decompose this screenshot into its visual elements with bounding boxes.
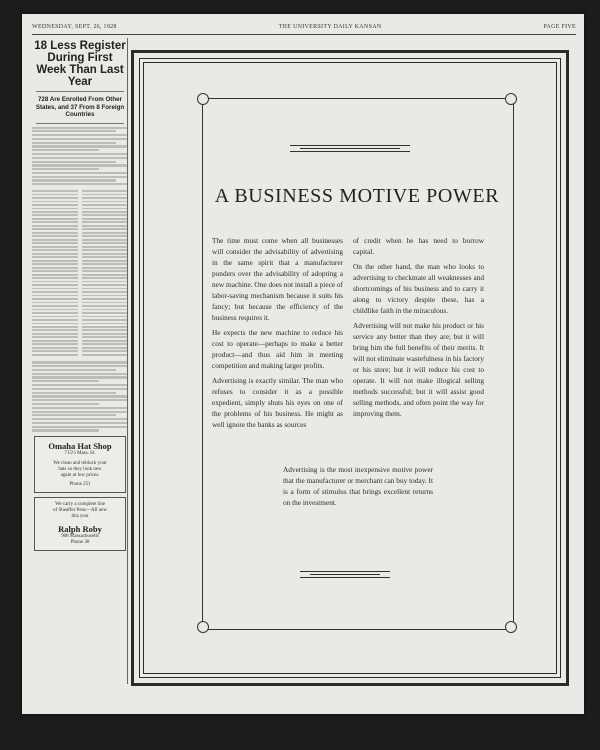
masthead-page: PAGE FIVE	[543, 24, 576, 30]
masthead	[32, 20, 576, 35]
ad-paragraph: The time must come when all businesses will consider the advisability of advertising in the same spirit that a manufacturer ponders over the advisability of adopting a new machine. One does not install a piece of labor-saving mechanism because it suits his fancy; but because the efficiency of the business requires it.	[212, 236, 343, 322]
ad-paragraph: On the other hand, the man who looks to advertising to checkmate all weaknesses and shortcomings of his business and to carry it along to victory despite these, has a childlike faith in the miraculous.	[353, 262, 484, 315]
news-body-text	[32, 361, 128, 431]
omaha-hat-shop-ad	[34, 436, 126, 493]
corner-ornament	[197, 93, 209, 105]
ad-paragraph: Advertising will not make his product or his service any better than they are; but it will bring him the full benefits of their merits. It will not eliminate wastefulness in his factory or his store; but it will reduce his cost to operate. It will not make illogical selling methods successful; but it will assist good selling methods, and often point the way for improving them.	[353, 321, 484, 418]
hat-shop-phone: Phone 251	[69, 481, 91, 487]
roby-line: of Sheaffer Pens—All new	[53, 507, 107, 513]
ad-left-column	[212, 235, 343, 434]
hat-shop-name: Omaha Hat Shop	[48, 440, 112, 451]
ad-paragraph: He expects the new machine to reduce his cost to operate—perhaps to make a better product—and thus aid him in meeting competition and making larger profits.	[212, 328, 343, 370]
roby-name: Ralph Roby	[58, 523, 102, 534]
news-subhead: 728 Are Enrolled From Other States, and 37 From 8 Foreign Countries	[35, 96, 125, 118]
corner-ornament	[197, 621, 209, 633]
hat-shop-address: 715½ Mass. St.	[64, 450, 96, 456]
column-rule	[127, 38, 128, 684]
ralph-roby-ad	[34, 497, 126, 551]
roby-line: We carry a complete line	[55, 501, 105, 507]
roby-phone: Phone 38	[70, 539, 90, 545]
masthead-date: WEDNESDAY, SEPT. 26, 1928	[32, 24, 117, 30]
corner-ornament	[505, 93, 517, 105]
ad-headline: A BUSINESS MOTIVE POWER	[214, 185, 500, 207]
state-enrollment-list	[32, 188, 128, 357]
news-headline: 18 Less Register During First Week Than Last Year	[34, 40, 126, 88]
ornamental-rule	[290, 151, 410, 152]
news-column	[32, 38, 128, 698]
ornamental-rule	[300, 577, 390, 578]
ad-right-column	[353, 235, 484, 423]
hat-shop-line: again at low prices.	[60, 472, 100, 478]
corner-ornament	[505, 621, 517, 633]
ad-paragraph: of credit when he has need to borrow capital.	[353, 236, 484, 256]
divider	[36, 123, 124, 124]
ornamental-rule	[300, 571, 390, 572]
news-body-text	[32, 127, 128, 186]
roby-address: 908 Massachusetts	[61, 533, 99, 539]
ad-paragraph: Advertising is exactly similar. The man who refuses to consider it as a possible expedient, simply shuts his eyes on one of the problems of his business. He might as well ignore the banks as sources	[212, 376, 343, 429]
hat-shop-line: hats so they look new	[58, 466, 102, 472]
masthead-title: THE UNIVERSITY DAILY KANSAN	[278, 24, 382, 30]
roby-line: this year	[71, 513, 89, 519]
ad-closing-statement: Advertising is the most inexpensive motive power that the manufacturer or merchant can buy today. It is a form of stimulus that brings excellent returns on the investment.	[283, 465, 433, 507]
hat-shop-line: We clean and reblock your	[53, 460, 107, 466]
divider	[36, 91, 124, 92]
ornamental-rule	[300, 148, 400, 149]
ornamental-rule	[290, 145, 410, 146]
ornamental-rule	[310, 574, 380, 575]
